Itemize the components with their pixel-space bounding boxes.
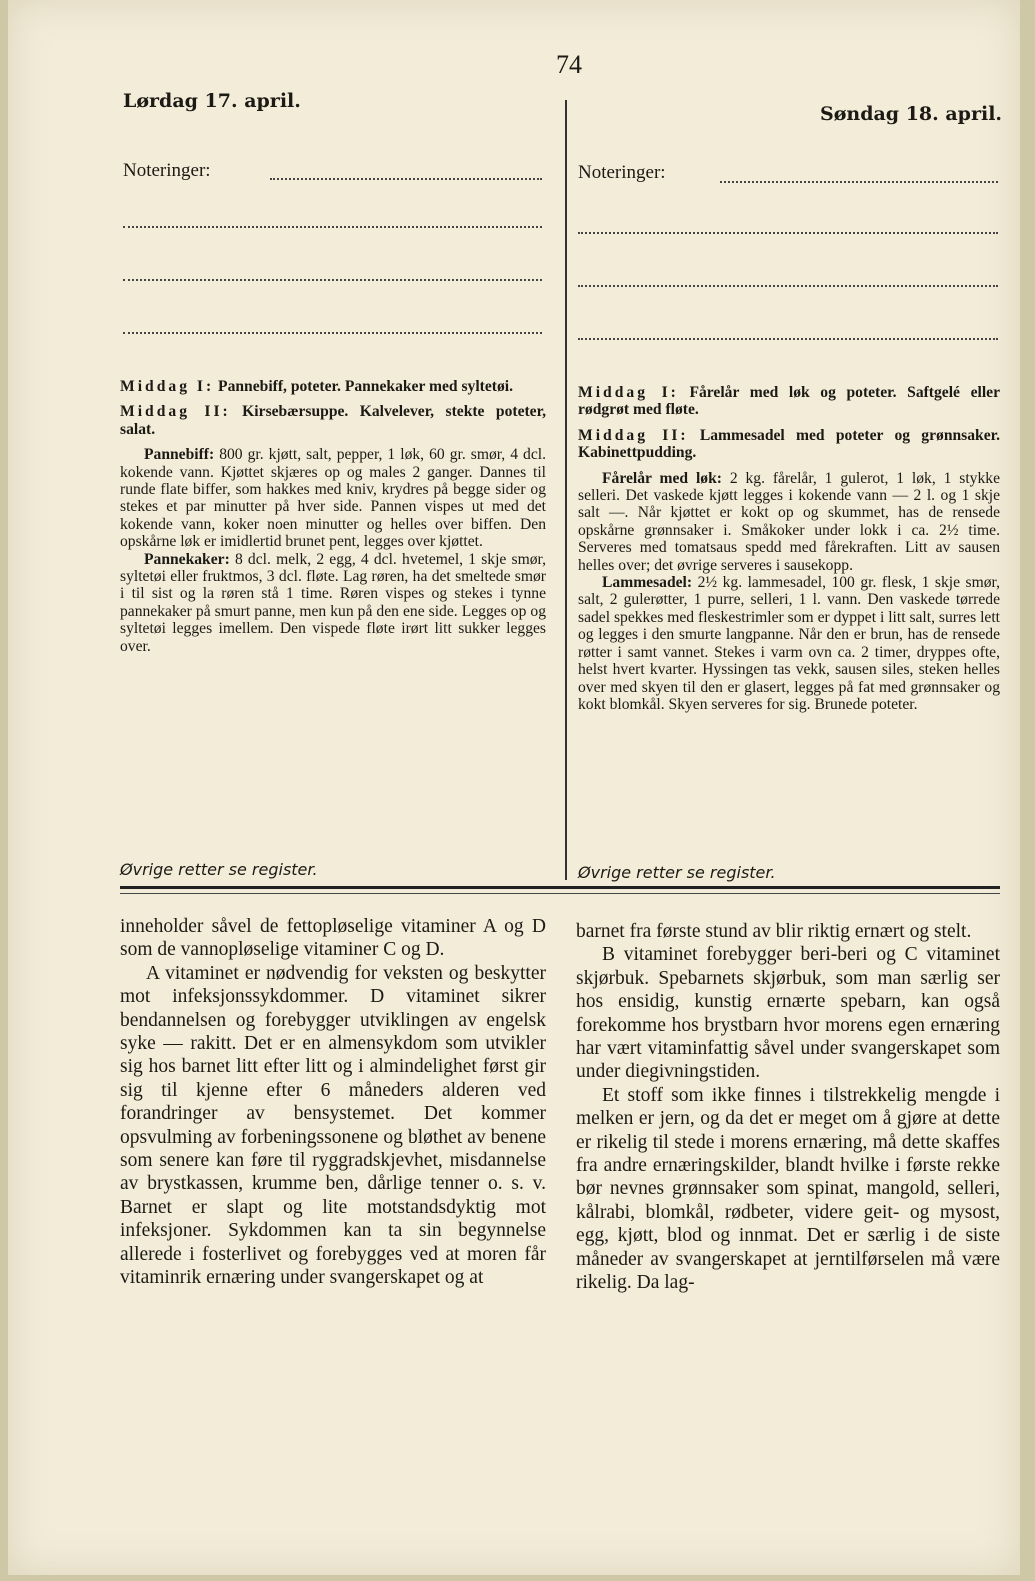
notes-line-right-4 <box>578 338 998 340</box>
menu-item-2-right: Middag II: Lammesadel med poteter og grønnsaker. Kabinettpudding. <box>578 426 1001 462</box>
menu-item-1-left: Middag I: Pannebiff, poteter. Pannekaker med syltetøi. <box>120 378 514 395</box>
recipe-pannekaker: Pannekaker: 8 dcl. melk, 2 egg, 4 dcl. hvetemel, 1 skje smør, syltetøi eller fruktmos, 3 dcl. fløte. Lag røren, ha det smeltede smør i til sist og la røren stå 1 time. Røren vispes og stekes i tynne pannekaker på smurt panne, men kun på den ene side. Legges op og syltetøi legges imellem. Den vispede fløte irørt litt sukker legges over. <box>120 550 546 655</box>
body-left-paragraph-1: inneholder såvel de fettopløselige vitaminer A og D som de vannopløselige vitaminer C og D. <box>120 916 546 961</box>
recipe-lammesadel: Lammesadel: 2½ kg. lammesadel, 100 gr. flesk, 1 skje smør, salt, 2 gulerøtter, 1 purre, selleri, 1 l. vann. Den vaskede tørrede sadel spekkes med fleskestrimler som er dyppet i litt salt, surres lett og legges i den smurte langpanne. Når den er brun, has de rensede røtter i samt vannet. Stekes i varm ovn ca. 2 timer, dryppes ofte, helst hvert kvarter. Hyssingen tas vekk, sausen siles, steken helles over med skyen til den er glasert, legges på fat med grønnsaker og kokt blomkål. Skyen serveres for sig. Brunede poteter. <box>578 574 1000 713</box>
section-rule-thin <box>120 893 1000 894</box>
recipe-farelar: Fårelår med løk: 2 kg. fårelår, 1 gulerot, 1 løk, 1 stykke selleri. Det vaskede kjøtt legges i kokende vann — 2 l. og 1 skje salt —. Når kjøttet er kokt op og skummet, has de rensede opskårne grønnsaker i. Småkoker under lokk i ca. 2½ time. Serveres med tomatsaus spedd med fårekraften. Litt av sausen helles over; det øvrige serveres i sausekopp. <box>578 469 1000 574</box>
column-divider <box>565 100 567 880</box>
section-rule <box>120 886 1000 889</box>
body-right-paragraph-3: Et stoff som ikke finnes i tilstrekkelig mengde i melken er jern, og da det er meget om å gjøre at dette er rikelig til stede i morens ernæring, må dette skaffes fra andre ernæringskilder, blandt hvilke i første rekke bør nevnes grønnsaker som spinat, mangold, selleri, kålrabi, blomkål, rødbeter, videre geit- og mysost, egg, kjøtt, blod og innmat. Det er særlig i de siste måneder av svangerskapet at jerntilførselen må være rikelig. Da lag- <box>576 1084 1000 1294</box>
menu-column-left <box>120 378 546 655</box>
body-left-paragraph-2: A vitaminet er nødvendig for veksten og beskytter mot infeksjonssykdommer. D vitaminet sikrer bendannelsen og forebygger utviklingen av engelsk syke — rakitt. Det er en almensykdom som utvikler sig hos barnet litt efter litt og i almindelighet først gir sig til kjenne efter 6 måneders alderen ved forandringer av bensystemet. Det kommer opsvulming av forbeningssonene og bløthet av benene som senere kan føre til ryggradskjevhet, misdannelse av brystkassen, krumme ben, dårlige tenner o. s. v. Barnet er slapt og lite motstandsdyktig mot infeksjoner. Sykdommen kan ta sin begynnelse allerede i fosterlivet og forebygges ved at moren får vitaminrik ernæring under svangerskapet og at <box>120 962 546 1289</box>
notes-line-left-4 <box>123 332 542 334</box>
notes-label-left: Noteringer: <box>123 160 211 181</box>
menu-item-1-right: Middag I: Fårelår med løk og poteter. Saftgelé eller rødgrøt med fløte. <box>578 384 1001 419</box>
body-column-left <box>120 915 546 1290</box>
recipe-pannebiff: Pannebiff: 800 gr. kjøtt, salt, pepper, 1 løk, 60 gr. smør, 4 dcl. kokende vann. Kjøttet skjæres op og males 2 ganger. Dannes til runde flate biffer, som hakkes med kniv, krydres på begge sider og stekes et par minutter på hver side. Pannen vispes ut med det kokende vann, koker noen minutter og helles over biffen. Den opskårne løk er imidlertid brunet pent, legges over kjøttet. <box>120 446 546 551</box>
body-right-paragraph-1: barnet fra første stund av blir riktig ernært og stelt. <box>576 921 972 942</box>
menu-item-2-left: Middag II: Kirsebærsuppe. Kalvelever, stekte poteter, salat. <box>120 403 546 438</box>
notes-label-right: Noteringer: <box>578 162 666 183</box>
day-heading-right: Søndag 18. april. <box>820 103 1003 125</box>
register-note-right: Øvrige retter se register. <box>578 863 776 882</box>
notes-line-left-2 <box>123 226 542 228</box>
body-right-paragraph-2: B vitaminet forebygger beri-beri og C vitaminet skjørbuk. Spebarnets skjørbuk, som man særlig ser hos ensidig, kunstig ernærte spebarn, kan også forekomme hos brystbarn hvor morens egen ernæring har vært vitaminfattig såvel under svangerskapet som under diegivningstiden. <box>576 944 1000 1083</box>
notes-line-right-2 <box>578 232 998 234</box>
notes-line-right-1 <box>720 181 998 183</box>
notes-line-right-3 <box>578 285 998 287</box>
body-column-right <box>576 920 1000 1295</box>
menu-column-right <box>578 384 1000 713</box>
register-note-left: Øvrige retter se register. <box>120 860 318 879</box>
page-number: 74 <box>556 50 582 79</box>
notes-line-left-1 <box>270 178 542 180</box>
notes-line-left-3 <box>123 279 542 281</box>
day-heading-left: Lørdag 17. april. <box>123 90 301 112</box>
book-page <box>8 0 1020 1575</box>
